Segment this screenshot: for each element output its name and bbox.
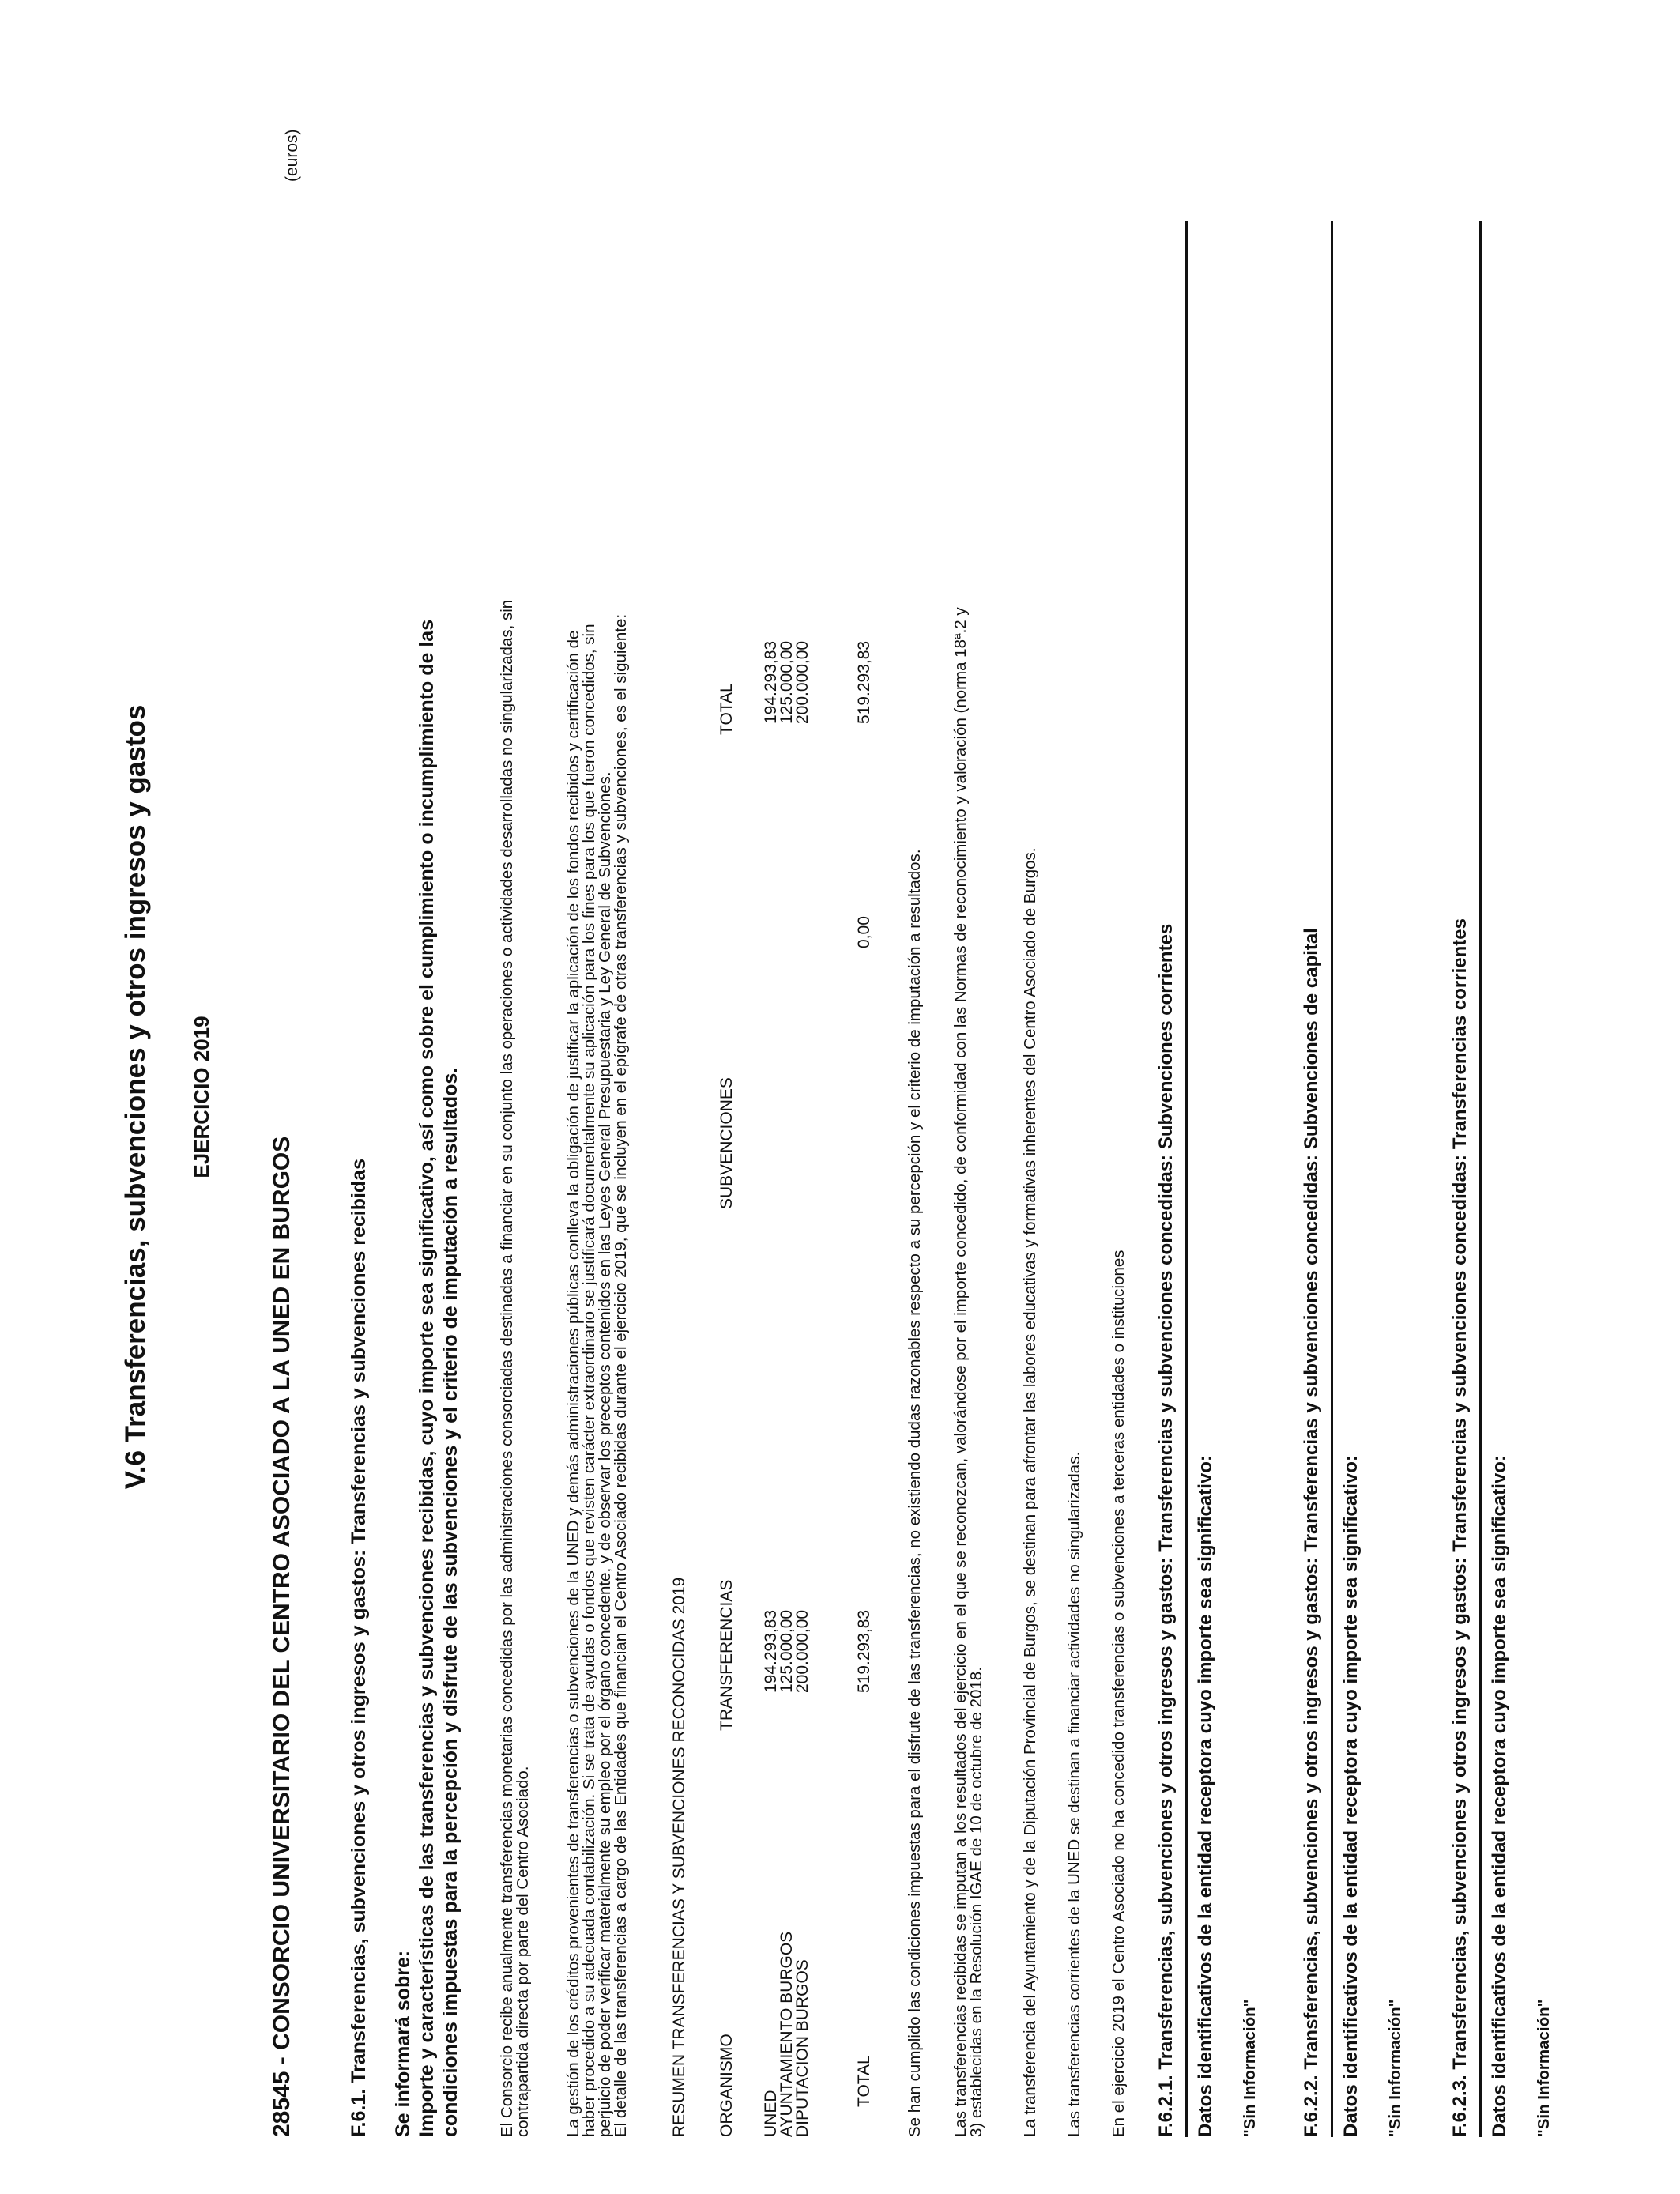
section-heading-f61: F.6.1. Transferencias, subvenciones y otros ingresos y gastos: Transferencias y subvenciones recibidas (348, 1158, 370, 2137)
paragraph-1-line-1: El Consorcio recibe anualmente transferencias monetarias concedidas por las administraciones consorciadas destinadas a financiar en su conjunto las operaciones o actividades desarrolladas no singularizadas, sin (498, 599, 516, 2137)
currency-unit: (euros) (283, 129, 301, 182)
datos-label-f623: Datos identificativos de la entidad receptora cuyo importe sea significativo: (1489, 1455, 1510, 2137)
table-header-total: TOTAL (718, 683, 736, 735)
datos-label-f621: Datos identificativos de la entidad receptora cuyo importe sea significativo: (1195, 1455, 1216, 2137)
fiscal-year: EJERCICIO 2019 (190, 1016, 213, 1178)
resumen-title: RESUMEN TRANSFERENCIAS Y SUBVENCIONES RECONOCIDAS 2019 (670, 1577, 688, 2137)
table-cell-transferencias: 194.293,83 (762, 1609, 780, 1693)
importe-line-1: Importe y características de las transferencias y subvenciones recibidas, cuyo importe sea significativo, así como sobre el cumplimiento o incumplimiento de las (416, 619, 438, 2137)
paragraph-2-line-4: El detalle de las transferencias a cargo de las Entidades que financian el Centro Asociado recibidas durante el ejercicio 2019, que se incluyen en el epígrafe de otras transferencias y subvenciones, es el siguiente: (612, 613, 630, 2137)
section-divider (1185, 221, 1188, 2137)
informara-label: Se informará sobre: (392, 1950, 414, 2137)
paragraph-2-line-1: La gestión de los créditos provenientes de transferencias o subvenciones de la UNED y demás administraciones públicas conlleva la obligación de justificar la aplicación de los fondos recibidos y certificación de (564, 630, 582, 2137)
section-heading-f621: F.6.2.1. Transferencias, subvenciones y otros ingresos y gastos: Transferencias y subvenciones concedidas: Subvenciones corrientes (1155, 923, 1177, 2137)
paragraph-7: En el ejercicio 2019 el Centro Asociado no ha concedido transferencias o subvenciones a terceras entidades o instituciones (1109, 1250, 1128, 2137)
table-cell-transferencias: 200.000,00 (793, 1609, 812, 1693)
paragraph-2-line-2: haber procedido a su adecuada contabilización. Si se trata de ayudas o fondos que revisten carácter extraordinario se justificará documentalmente su aplicación para los fines para los que fueron concedidos, sin (580, 624, 598, 2137)
table-cell-total: 125.000,00 (778, 640, 796, 724)
table-total-total: 519.293,83 (855, 640, 873, 724)
table-total-subvenciones: 0,00 (855, 916, 873, 948)
section-divider (1479, 221, 1482, 2137)
paragraph-4-line-2: 3) establecidas en la Resolución IGAE de 10 de octubre de 2018. (967, 1667, 985, 2137)
paragraph-1-line-2: contrapartida directa por parte del Centro Asociado. (514, 1766, 532, 2137)
sin-informacion-f622: "Sin Información" (1386, 1999, 1404, 2137)
paragraph-6: Las transferencias corrientes de la UNED se destinan a financiar actividades no singularizadas. (1065, 1451, 1083, 2137)
table-cell-total: 200.000,00 (793, 640, 812, 724)
table-total-transferencias: 519.293,83 (855, 1609, 873, 1693)
table-cell-organismo: AYUNTAMIENTO BURGOS (778, 1931, 796, 2137)
table-cell-organismo: DIPUTACION BURGOS (793, 1959, 812, 2137)
datos-label-f622: Datos identificativos de la entidad receptora cuyo importe sea significativo: (1340, 1455, 1362, 2137)
table-total-label: TOTAL (855, 2055, 873, 2107)
entity-title: 28545 - CONSORCIO UNIVERSITARIO DEL CENTRO ASOCIADO A LA UNED EN BURGOS (269, 1136, 295, 2137)
sin-informacion-f621: "Sin Información" (1241, 1999, 1259, 2137)
paragraph-2-line-3: perjuicio de poder verificar materialmente su empleo por el órgano concedente, y de observar los preceptos contenidos en las Leyes General Presupuestaria y Ley General de Subvenciones. (596, 771, 614, 2137)
table-cell-organismo: UNED (762, 2090, 780, 2137)
sin-informacion-f623: "Sin Información" (1535, 1999, 1553, 2137)
section-heading-f622: F.6.2.2. Transferencias, subvenciones y otros ingresos y gastos: Transferencias y subvenciones concedidas: Subvenciones de capital (1301, 928, 1322, 2137)
paragraph-4-line-1: Las transferencias recibidas se imputan a los resultados del ejercicio en el que se reconozcan, valorándose por el importe concedido, de conformidad con las Normas de reconocimiento y valoración (norma 18ª.2 y (951, 607, 970, 2137)
page-title: V.6 Transferencias, subvenciones y otros ingresos y gastos (120, 704, 151, 1490)
paragraph-3: Se han cumplido las condiciones impuestas para el disfrute de las transferencias, no existiendo dudas razonables respecto a su percepción y el criterio de imputación a resultados. (906, 849, 924, 2137)
section-divider (1331, 221, 1333, 2137)
table-header-organismo: ORGANISMO (718, 2034, 736, 2137)
section-heading-f623: F.6.2.3. Transferencias, subvenciones y otros ingresos y gastos: Transferencias y subvenciones concedidas: Transferencias corrientes (1449, 918, 1471, 2137)
table-cell-total: 194.293,83 (762, 640, 780, 724)
importe-line-2: condiciones impuestas para la percepción y disfrute de las subvenciones y el criterio de imputación a resultados. (439, 1067, 461, 2137)
table-cell-transferencias: 125.000,00 (778, 1609, 796, 1693)
table-header-transferencias: TRANSFERENCIAS (718, 1579, 736, 1731)
table-header-subvenciones: SUBVENCIONES (718, 1077, 736, 1209)
paragraph-5: La transferencia del Ayuntamiento y de la Diputación Provincial de Burgos, se destinan para afrontar las labores educativas y formativas inherentes del Centro Asociado de Burgos. (1021, 847, 1039, 2137)
